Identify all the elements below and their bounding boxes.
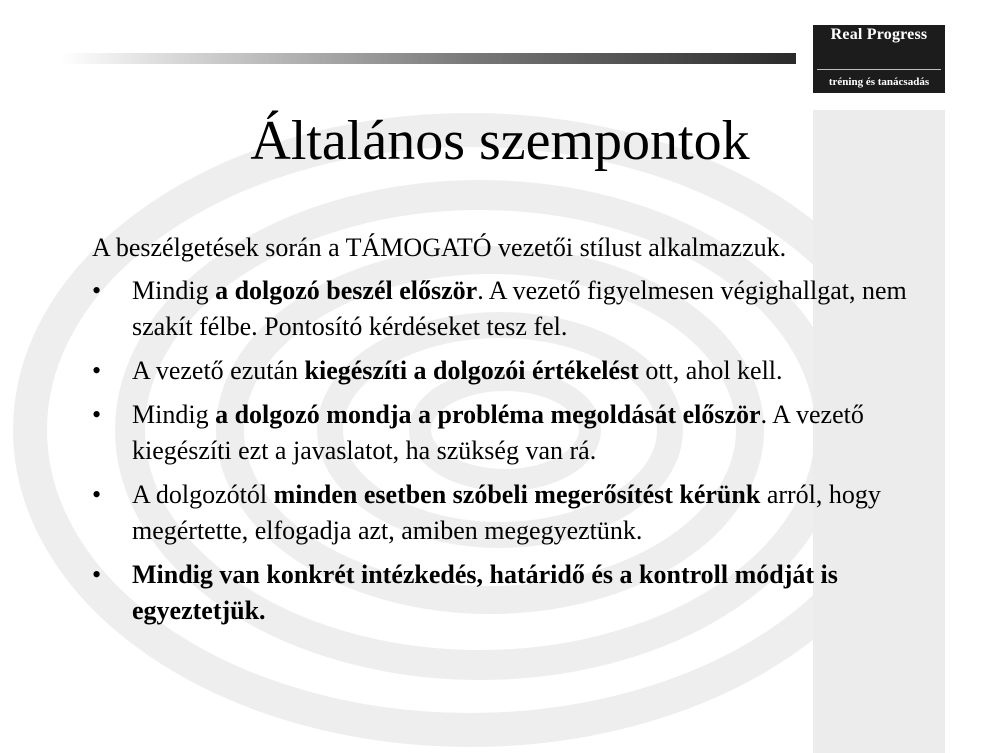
- bullet-item: [92, 397, 907, 469]
- bullet-text-plain: . A vezető kiegészíti ezt a javaslatot, ha szükség van rá.: [132, 400, 864, 465]
- bullet-text-plain: A dolgozótól: [132, 480, 274, 509]
- logo: [813, 25, 945, 93]
- slide-content: [92, 230, 907, 637]
- bullet-text-bold: minden esetben szóbeli megerősítést kérünk: [273, 480, 761, 509]
- slide-title: Általános szempontok: [250, 110, 750, 172]
- bullet-icon: •: [92, 400, 102, 429]
- bullet-list: [92, 273, 907, 629]
- bullet-text-bold: Mindig van konkrét intézkedés, határidő és a kontroll módját is egyeztetjük.: [132, 560, 838, 625]
- bullet-text-bold: a dolgozó mondja a probléma megoldását először: [215, 400, 761, 429]
- bullet-text-plain: . A vezető figyelmesen végighallgat, nem szakít félbe. Pontosító kérdéseket tesz fel.: [132, 276, 907, 341]
- header-gradient-bar: [60, 53, 796, 64]
- bullet-text-bold: kiegészíti a dolgozói értékelést: [304, 356, 639, 385]
- bullet-icon: •: [92, 480, 102, 509]
- bullet-item: [92, 477, 907, 549]
- intro-text: A beszélgetések során a TÁMOGATÓ vezetői stílust alkalmazzuk.: [92, 233, 787, 262]
- logo-tagline: tréning és tanácsadás: [828, 76, 930, 88]
- bullet-text-plain: Mindig: [132, 400, 216, 429]
- bullet-icon: •: [92, 560, 102, 589]
- bullet-icon: •: [92, 356, 102, 385]
- logo-brand: Real Progress: [830, 26, 928, 43]
- bullet-item: [92, 353, 907, 389]
- bullet-text-plain: A vezető ezután: [132, 356, 305, 385]
- logo-divider: [817, 69, 941, 70]
- bullet-icon: •: [92, 276, 102, 305]
- bullet-text-bold: a dolgozó beszél először: [215, 276, 478, 305]
- bullet-text-plain: arról, hogy megértette, elfogadja azt, amiben megegyeztünk.: [132, 480, 881, 545]
- bullet-text-plain: ott, ahol kell.: [638, 356, 783, 385]
- bullet-text-plain: Mindig: [132, 276, 216, 305]
- bullet-item: [92, 557, 907, 629]
- bullet-item: [92, 273, 907, 345]
